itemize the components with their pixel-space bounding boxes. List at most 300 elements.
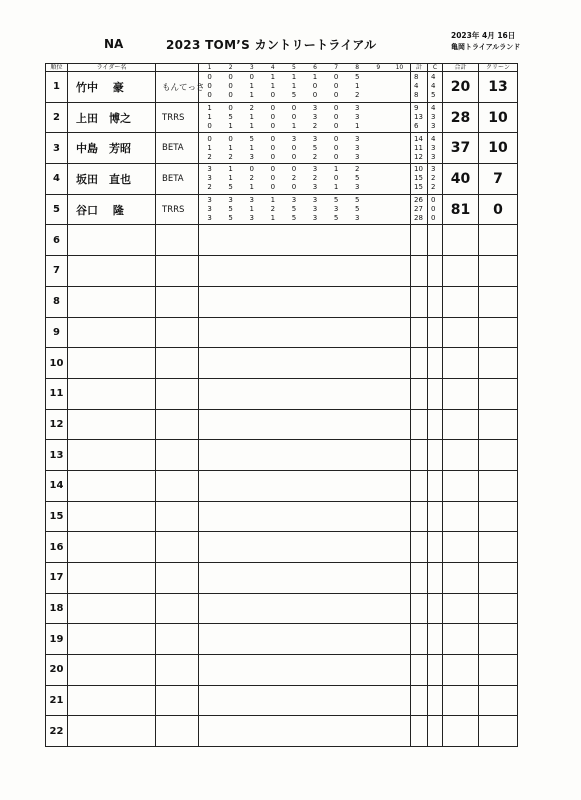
rider-name: 竹中 豪: [68, 72, 156, 103]
lap-totals: [411, 532, 428, 563]
section-score: 2: [207, 183, 212, 192]
lap-clean: 0: [431, 214, 436, 223]
rank-cell: 11: [46, 378, 68, 409]
section-score: [389, 122, 410, 131]
empty-row: [46, 348, 518, 379]
lap-cleans: [428, 256, 443, 287]
section-score: 5: [291, 214, 297, 223]
section-score: [389, 144, 410, 153]
section-score: 0: [249, 73, 254, 82]
section-score: 3: [207, 165, 212, 174]
results-table: [45, 63, 518, 747]
total-score: 20: [443, 72, 479, 103]
lap-cleans: [428, 593, 443, 624]
empty-row: [46, 624, 518, 655]
section-score: 1: [249, 205, 254, 214]
section-score: 2: [249, 104, 254, 113]
section-number: 5: [292, 64, 296, 71]
lap-scores: [199, 104, 410, 113]
team-name: [156, 563, 199, 594]
rider-name: [68, 655, 156, 686]
section-score: 2: [312, 174, 318, 183]
lap-clean: 5: [431, 91, 436, 100]
section-score: 0: [333, 134, 339, 143]
section-score: 0: [312, 82, 318, 91]
lap-total: 4: [414, 82, 419, 91]
team-name: [156, 378, 199, 409]
section-score: [368, 73, 389, 82]
section-scores: [199, 133, 411, 164]
lap-total: 15: [414, 174, 423, 183]
section-score: 1: [249, 183, 254, 192]
lap-cleans: [428, 194, 443, 225]
lap-totals: [411, 317, 428, 348]
section-score: 0: [249, 165, 254, 174]
lap-totals: [411, 563, 428, 594]
clean-count: [479, 348, 518, 379]
lap-cleans: [428, 716, 443, 747]
section-score: 0: [228, 104, 233, 113]
lap-totals: [411, 378, 428, 409]
lap-total: 8: [414, 73, 419, 82]
lap-clean: 2: [431, 174, 436, 183]
section-score: [368, 144, 389, 153]
team-name: [156, 685, 199, 716]
section-score: 5: [228, 205, 233, 214]
lap-totals: [411, 685, 428, 716]
section-score: [389, 91, 410, 100]
section-score: 0: [207, 122, 212, 131]
rider-name: [68, 593, 156, 624]
lap-scores: [199, 196, 410, 205]
clean-count: [479, 286, 518, 317]
section-numbers-header: [199, 64, 411, 72]
section-score: [368, 122, 389, 131]
section-score: 5: [354, 174, 360, 183]
lap-cleans: [428, 102, 443, 133]
lap-total: 6: [414, 122, 419, 131]
event-venue: 亀岡トライアルランド: [451, 43, 521, 51]
empty-row: [46, 256, 518, 287]
section-score: 0: [270, 122, 276, 131]
total-score: [443, 440, 479, 471]
lap-scores: [199, 135, 410, 144]
section-score: 1: [354, 122, 360, 131]
lap-cleans: [428, 72, 443, 103]
clean-count: [479, 655, 518, 686]
section-score: [368, 183, 389, 192]
empty-row: [46, 716, 518, 747]
section-score: 3: [354, 104, 360, 113]
section-score: 2: [270, 205, 276, 214]
section-score: 3: [207, 196, 212, 205]
section-score: 2: [354, 165, 360, 174]
section-score: 1: [333, 165, 339, 174]
rider-name: [68, 685, 156, 716]
lap-total: 10: [414, 165, 423, 174]
lap-totals: [411, 348, 428, 379]
section-score: 0: [333, 152, 339, 161]
section-score: [389, 153, 410, 162]
team-name: [156, 655, 199, 686]
section-score: 1: [333, 183, 339, 192]
section-score: 0: [228, 73, 233, 82]
rider-name: [68, 501, 156, 532]
total-score: [443, 225, 479, 256]
section-score: [368, 153, 389, 162]
section-score: 0: [270, 113, 276, 122]
section-score: 1: [249, 82, 254, 91]
rank-cell: 16: [46, 532, 68, 563]
total-score: 81: [443, 194, 479, 225]
clean-count: [479, 409, 518, 440]
section-score: 0: [333, 73, 339, 82]
rider-name: [68, 409, 156, 440]
rider-name: [68, 470, 156, 501]
section-score: 3: [249, 214, 254, 223]
lap-total: 28: [414, 214, 423, 223]
section-score: 3: [249, 196, 254, 205]
section-score: 1: [249, 143, 254, 152]
section-scores: [199, 716, 411, 747]
lap-totals: [411, 593, 428, 624]
lap-cleans: [428, 317, 443, 348]
lap-scores: [199, 174, 410, 183]
section-scores: [199, 256, 411, 287]
rank-cell: 15: [46, 501, 68, 532]
section-score: 0: [207, 82, 212, 91]
section-score: 1: [270, 196, 276, 205]
clean-count: [479, 532, 518, 563]
section-score: 1: [228, 165, 233, 174]
section-score: 1: [207, 143, 212, 152]
section-score: [368, 113, 389, 122]
section-score: 0: [270, 183, 276, 192]
section-scores: [199, 624, 411, 655]
section-score: [368, 91, 389, 100]
section-score: 0: [291, 152, 297, 161]
section-score: 5: [333, 196, 339, 205]
empty-row: [46, 470, 518, 501]
section-scores: [199, 194, 411, 225]
section-number: 7: [334, 64, 339, 71]
clean-count: 10: [479, 133, 518, 164]
table-row: [46, 72, 518, 103]
section-score: 3: [312, 205, 318, 214]
lap-totals: [411, 72, 428, 103]
section-score: 1: [249, 113, 254, 122]
lap-total-header: 計: [411, 64, 428, 72]
clean-count: [479, 440, 518, 471]
event-date: 2023年 4月 16日: [451, 31, 516, 40]
lap-clean: 4: [431, 104, 436, 113]
team-name: BETA: [156, 133, 199, 164]
section-score: 3: [354, 134, 360, 143]
rider-header: ライダー名: [68, 64, 156, 72]
team-name: [156, 256, 199, 287]
section-score: [389, 214, 410, 223]
section-score: 3: [354, 183, 360, 192]
rank-cell: 17: [46, 563, 68, 594]
section-score: 0: [333, 82, 339, 91]
lap-cleans: [428, 685, 443, 716]
section-score: 0: [270, 165, 276, 174]
section-number: 1: [207, 64, 212, 71]
section-scores: [199, 685, 411, 716]
team-name: [156, 532, 199, 563]
empty-row: [46, 225, 518, 256]
section-scores: [199, 164, 411, 195]
lap-cleans: [428, 133, 443, 164]
table-row: [46, 102, 518, 133]
section-scores: [199, 440, 411, 471]
table-row: [46, 164, 518, 195]
section-scores: [199, 655, 411, 686]
section-number: 9: [376, 64, 381, 71]
clean-count: [479, 225, 518, 256]
total-score: [443, 563, 479, 594]
section-score: 3: [312, 113, 318, 122]
section-score: 0: [291, 143, 297, 152]
section-score: 1: [291, 82, 297, 91]
section-scores: [199, 532, 411, 563]
clean-count: [479, 470, 518, 501]
section-score: 3: [312, 165, 318, 174]
section-score: 5: [228, 214, 233, 223]
section-score: 3: [354, 152, 360, 161]
lap-cleans: [428, 470, 443, 501]
clean-header: クリーン: [479, 64, 518, 72]
rank-cell: 14: [46, 470, 68, 501]
lap-scores: [199, 214, 410, 223]
section-number: 3: [249, 64, 254, 71]
section-score: 3: [312, 196, 318, 205]
lap-scores: [199, 73, 410, 82]
total-score: [443, 501, 479, 532]
section-score: 1: [291, 73, 297, 82]
section-score: [368, 214, 389, 223]
lap-total: 12: [414, 152, 423, 161]
section-scores: [199, 102, 411, 133]
lap-totals: [411, 225, 428, 256]
section-score: 1: [228, 122, 233, 131]
lap-clean: 0: [431, 196, 436, 205]
rank-cell: 22: [46, 716, 68, 747]
lap-total: 13: [414, 113, 423, 122]
team-name: BETA: [156, 164, 199, 195]
section-scores: [199, 593, 411, 624]
section-score: 1: [270, 214, 276, 223]
lap-cleans: [428, 378, 443, 409]
total-header: 合計: [443, 64, 479, 72]
section-score: [368, 165, 389, 174]
section-score: 3: [207, 214, 212, 223]
section-score: 1: [270, 73, 276, 82]
section-score: 0: [270, 143, 276, 152]
section-score: 2: [354, 91, 360, 100]
lap-total: 9: [414, 104, 419, 113]
section-score: 1: [354, 82, 360, 91]
lap-scores: [199, 91, 410, 100]
total-score: 37: [443, 133, 479, 164]
section-score: 5: [354, 205, 360, 214]
lap-scores: [199, 122, 410, 131]
clean-count: [479, 317, 518, 348]
cleans-header: C: [428, 64, 443, 72]
table-row: [46, 133, 518, 164]
clean-count: [479, 624, 518, 655]
section-score: 5: [291, 91, 297, 100]
rider-name: 中島 芳昭: [68, 133, 156, 164]
empty-row: [46, 378, 518, 409]
rank-cell: 3: [46, 133, 68, 164]
team-name: [156, 440, 199, 471]
section-score: [389, 183, 410, 192]
section-score: 0: [270, 174, 276, 183]
lap-totals: [411, 286, 428, 317]
section-score: 0: [291, 183, 297, 192]
section-score: 0: [270, 152, 276, 161]
lap-scores: [199, 144, 410, 153]
total-score: [443, 593, 479, 624]
lap-scores: [199, 82, 410, 91]
clean-count: 10: [479, 102, 518, 133]
lap-clean: 3: [431, 152, 436, 161]
lap-cleans: [428, 655, 443, 686]
section-score: 3: [354, 143, 360, 152]
clean-count: 7: [479, 164, 518, 195]
team-name: [156, 348, 199, 379]
section-score: 5: [291, 205, 297, 214]
section-score: [389, 135, 410, 144]
section-score: 3: [354, 113, 360, 122]
rider-name: [68, 716, 156, 747]
total-score: [443, 378, 479, 409]
section-scores: [199, 286, 411, 317]
lap-clean: 3: [431, 122, 436, 131]
total-score: [443, 532, 479, 563]
section-score: 3: [312, 214, 318, 223]
rank-cell: 7: [46, 256, 68, 287]
lap-cleans: [428, 532, 443, 563]
rank-cell: 10: [46, 348, 68, 379]
empty-row: [46, 532, 518, 563]
empty-row: [46, 409, 518, 440]
lap-total: 14: [414, 134, 423, 143]
section-score: 2: [312, 122, 318, 131]
clean-count: [479, 716, 518, 747]
lap-clean: 0: [431, 205, 436, 214]
section-score: 5: [228, 113, 233, 122]
rank-cell: 6: [46, 225, 68, 256]
team-name: [156, 409, 199, 440]
rider-name: [68, 378, 156, 409]
section-score: [368, 205, 389, 214]
rider-name: 谷口 隆: [68, 194, 156, 225]
rider-name: [68, 286, 156, 317]
team-name: [156, 593, 199, 624]
total-score: [443, 716, 479, 747]
section-score: 0: [333, 104, 339, 113]
clean-count: [479, 685, 518, 716]
lap-cleans: [428, 348, 443, 379]
section-score: 1: [207, 113, 212, 122]
section-scores: [199, 225, 411, 256]
empty-row: [46, 317, 518, 348]
lap-clean: 3: [431, 143, 436, 152]
rank-header: 順位: [46, 64, 68, 72]
total-score: [443, 685, 479, 716]
team-name: [156, 225, 199, 256]
rank-cell: 18: [46, 593, 68, 624]
section-score: 3: [291, 134, 297, 143]
team-name: もんてっさ: [156, 72, 199, 103]
table-row: [46, 194, 518, 225]
section-score: [368, 174, 389, 183]
section-score: 5: [354, 73, 360, 82]
total-score: [443, 624, 479, 655]
section-score: 3: [291, 196, 297, 205]
section-number: 8: [355, 64, 360, 71]
rider-name: [68, 563, 156, 594]
section-score: 3: [249, 152, 254, 161]
section-score: 3: [312, 104, 318, 113]
section-score: [389, 205, 410, 214]
lap-clean: 3: [431, 113, 436, 122]
lap-cleans: [428, 624, 443, 655]
section-score: 1: [249, 122, 254, 131]
section-scores: [199, 470, 411, 501]
section-score: 3: [312, 183, 318, 192]
lap-totals: [411, 409, 428, 440]
clean-count: [479, 501, 518, 532]
lap-totals: [411, 655, 428, 686]
empty-row: [46, 655, 518, 686]
lap-totals: [411, 624, 428, 655]
section-score: 3: [354, 214, 360, 223]
rank-cell: 13: [46, 440, 68, 471]
section-score: 3: [207, 174, 212, 183]
section-score: 1: [312, 73, 318, 82]
section-score: 0: [228, 134, 233, 143]
lap-cleans: [428, 440, 443, 471]
section-scores: [199, 409, 411, 440]
lap-clean: 4: [431, 82, 436, 91]
rank-cell: 20: [46, 655, 68, 686]
lap-totals: [411, 133, 428, 164]
section-score: 0: [207, 91, 212, 100]
section-score: 3: [312, 134, 318, 143]
lap-totals: [411, 194, 428, 225]
section-score: [389, 165, 410, 174]
rider-name: [68, 532, 156, 563]
rank-cell: 19: [46, 624, 68, 655]
team-name: [156, 501, 199, 532]
section-number: 2: [228, 64, 233, 71]
section-score: 0: [333, 174, 339, 183]
section-scores: [199, 501, 411, 532]
clean-count: 13: [479, 72, 518, 103]
section-score: 0: [291, 113, 297, 122]
lap-cleans: [428, 164, 443, 195]
lap-total: 8: [414, 91, 419, 100]
lap-totals: [411, 102, 428, 133]
lap-total: 26: [414, 196, 423, 205]
team-header: [156, 64, 199, 72]
section-score: 2: [312, 152, 318, 161]
section-score: 3: [333, 205, 339, 214]
team-name: [156, 286, 199, 317]
